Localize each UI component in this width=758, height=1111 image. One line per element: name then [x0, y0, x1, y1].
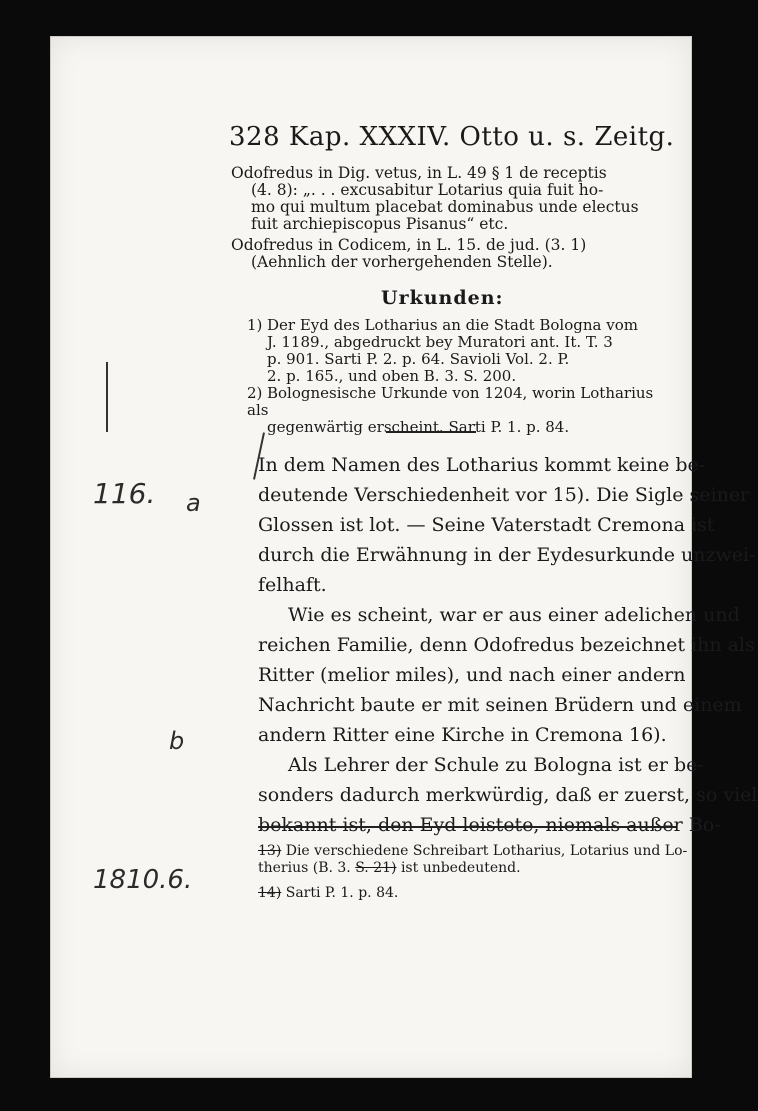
footnote-text: ist unbedeutend.: [400, 860, 521, 876]
section-heading: Urkunden:: [381, 287, 504, 309]
footnote-divider: [258, 826, 676, 828]
entry-line: fuit archiepiscopus Pisanus“ etc.: [251, 215, 509, 233]
body-line: Glossen ist lot. — Seine Vaterstadt Cremona ist: [258, 514, 715, 536]
body-line: reichen Familie, denn Odofredus bezeichnet ihn als: [258, 634, 755, 656]
body-line: sonders dadurch merkwürdig, daß er zuerst, so viel: [258, 784, 758, 806]
document-item: [247, 317, 677, 385]
source-entry: [231, 237, 671, 271]
body-line: In dem Namen des Lotharius kommt keine be-: [258, 454, 706, 476]
document-line: Der Eyd des Lotharius an die Stadt Bologna vom: [267, 316, 638, 334]
body-line: Nachricht baute er mit seinen Brüdern und einem: [258, 694, 742, 716]
footnote-mark: 14): [258, 885, 282, 901]
page-header: 328 Kap. XXXIV. Otto u. s. Zeitg.: [229, 122, 675, 152]
footnote-text: Die verschiedene Schreibart Lotharius, Lotarius und Lo-: [285, 843, 688, 859]
body-line: felhaft.: [258, 574, 327, 596]
handwritten-number: 1810.6.: [93, 865, 193, 895]
document-line: p. 901. Sarti P. 2. p. 64. Savioli Vol. 2. P.: [267, 350, 570, 368]
body-line: andern Ritter eine Kirche in Cremona 16).: [258, 724, 667, 746]
handwritten-letter: a: [186, 489, 201, 517]
margin-stroke: [106, 362, 108, 432]
struck-text: S. 21): [355, 860, 397, 876]
entry-lead: Odofredus in Codicem, in L. 15. de jud. (3. 1): [231, 236, 587, 254]
document-line: 2. p. 165., und oben B. 3. S. 200.: [267, 367, 517, 385]
document-line: gegenwärtig erscheint. Sarti P. 1. p. 84.: [267, 418, 570, 436]
body-line: bekannt ist, den Eyd leistete, niemals außer Bo-: [258, 814, 721, 836]
handwritten-number: 116.: [93, 477, 156, 510]
body-line: Als Lehrer der Schule zu Bologna ist er be-: [288, 754, 704, 776]
footnote-line: [258, 860, 678, 877]
footnote: [258, 885, 678, 902]
body-line: Wie es scheint, war er aus einer adelichen und: [288, 604, 740, 626]
section-divider: [386, 431, 476, 433]
body-line: Ritter (melior miles), und nach einer andern: [258, 664, 686, 686]
document-line: Bolognesische Urkunde von 1204, worin Lotharius als: [247, 384, 654, 419]
entry-lead: Odofredus in Dig. vetus, in L. 49 § 1 de receptis: [231, 164, 607, 182]
body-paragraphs: [258, 450, 758, 840]
document-number: 1): [247, 316, 263, 334]
source-entry: [231, 165, 671, 233]
footnote-mark: 13): [258, 843, 282, 859]
entry-line: (4. 8): „. . . excusabitur Lotarius quia fuit ho-: [251, 181, 604, 199]
handwritten-letter: b: [169, 727, 185, 755]
document-number: 2): [247, 384, 263, 402]
footnote-text: Sarti P. 1. p. 84.: [285, 885, 399, 901]
document-item: [247, 385, 677, 436]
footnote: [258, 843, 688, 860]
body-line: deutende Verschiedenheit vor 15). Die Sigle seiner: [258, 484, 750, 506]
entry-line: (Aehnlich der vorhergehenden Stelle).: [251, 253, 553, 271]
document-line: J. 1189., abgedruckt bey Muratori ant. It. T. 3: [267, 333, 613, 351]
body-line: durch die Erwähnung in der Eydesurkunde unzwei-: [258, 544, 756, 566]
book-page: [50, 36, 758, 1078]
footnote-text: therius (B. 3.: [258, 860, 351, 876]
entry-line: mo qui multum placebat dominabus unde electus: [251, 198, 639, 216]
